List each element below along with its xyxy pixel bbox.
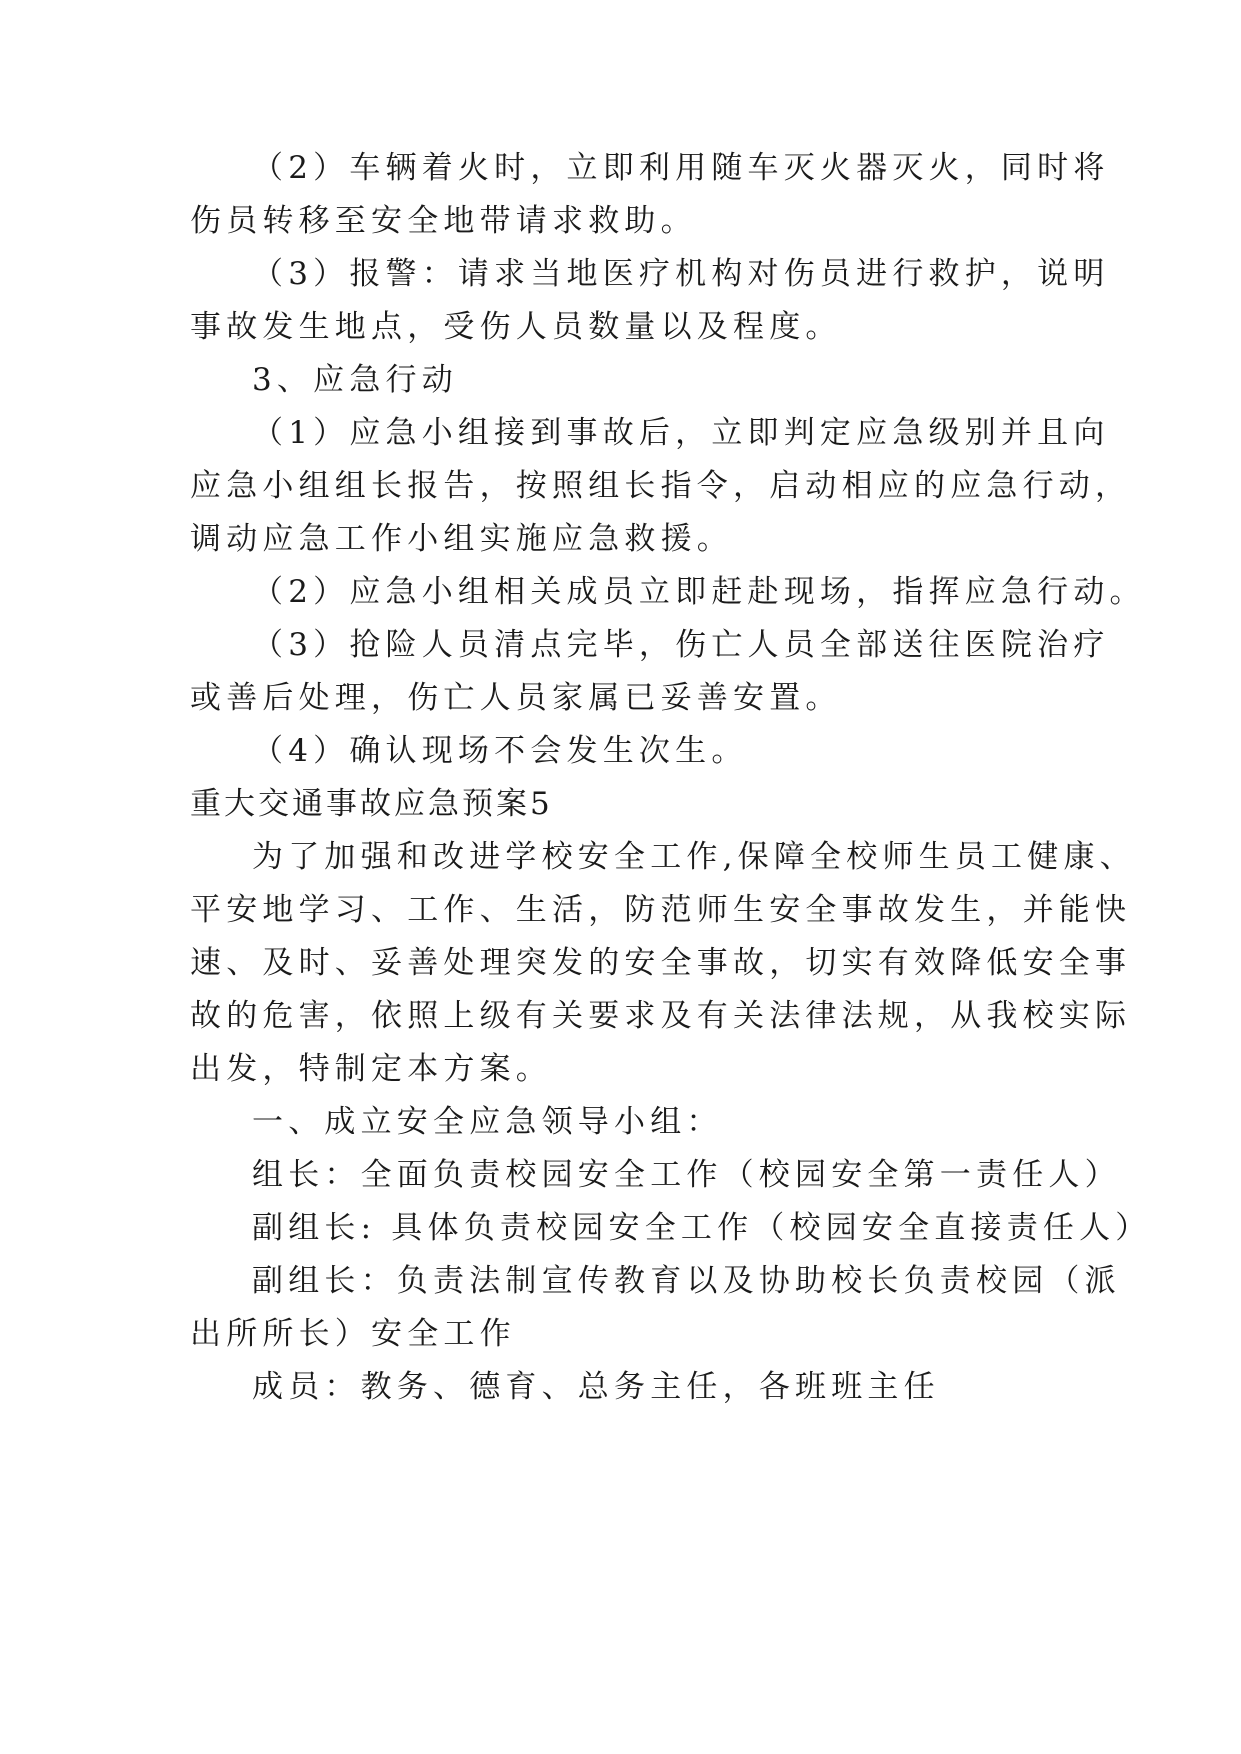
paragraph-line: 出发，特制定本方案。 bbox=[190, 1051, 552, 1087]
document-title: 重大交通事故应急预案5 bbox=[190, 786, 553, 822]
paragraph-line: （4）确认现场不会发生次生。 bbox=[252, 733, 748, 769]
paragraph-line: 或善后处理，伤亡人员家属已妥善安置。 bbox=[190, 680, 842, 716]
paragraph-line: （2）应急小组相关成员立即赶赴现场，指挥应急行动。 bbox=[252, 574, 1146, 610]
paragraph-line: 为了加强和改进学校安全工作,保障全校师生员工健康、 bbox=[252, 839, 1136, 875]
paragraph-line: 平安地学习、工作、生活，防范师生安全事故发生，并能快 bbox=[190, 892, 1132, 928]
paragraph-line: （3）报警：请求当地医疗机构对伤员进行救护，说明 bbox=[252, 256, 1110, 292]
paragraph-line: （1）应急小组接到事故后，立即判定应急级别并且向 bbox=[252, 415, 1110, 451]
paragraph-line: 事故发生地点，受伤人员数量以及程度。 bbox=[190, 309, 842, 345]
paragraph-line: （2）车辆着火时，立即利用随车灭火器灭火，同时将 bbox=[252, 150, 1110, 186]
paragraph-line: （3）抢险人员清点完毕，伤亡人员全部送往医院治疗 bbox=[252, 627, 1110, 663]
paragraph-line: 调动应急工作小组实施应急救援。 bbox=[190, 521, 733, 557]
paragraph-line: 应急小组组长报告，按照组长指令，启动相应的应急行动， bbox=[190, 468, 1132, 504]
paragraph-line: 出所所长）安全工作 bbox=[190, 1316, 516, 1352]
paragraph-line: 组长：全面负责校园安全工作（校园安全第一责任人） bbox=[252, 1157, 1121, 1193]
paragraph-line: 伤员转移至安全地带请求救助。 bbox=[190, 203, 697, 239]
section-heading: 3、应急行动 bbox=[252, 362, 458, 398]
paragraph-line: 成员：教务、德育、总务主任，各班班主任 bbox=[252, 1369, 940, 1405]
paragraph-line: 副组长: 具体负责校园安全工作（校园安全直接责任人） bbox=[252, 1210, 1152, 1246]
paragraph-line: 故的危害，依照上级有关要求及有关法律法规，从我校实际 bbox=[190, 998, 1132, 1034]
section-heading: 一、成立安全应急领导小组： bbox=[252, 1104, 723, 1140]
paragraph-line: 副组长：负责法制宣传教育以及协助校长负责校园（派 bbox=[252, 1263, 1121, 1299]
paragraph-line: 速、及时、妥善处理突发的安全事故，切实有效降低安全事 bbox=[190, 945, 1132, 981]
